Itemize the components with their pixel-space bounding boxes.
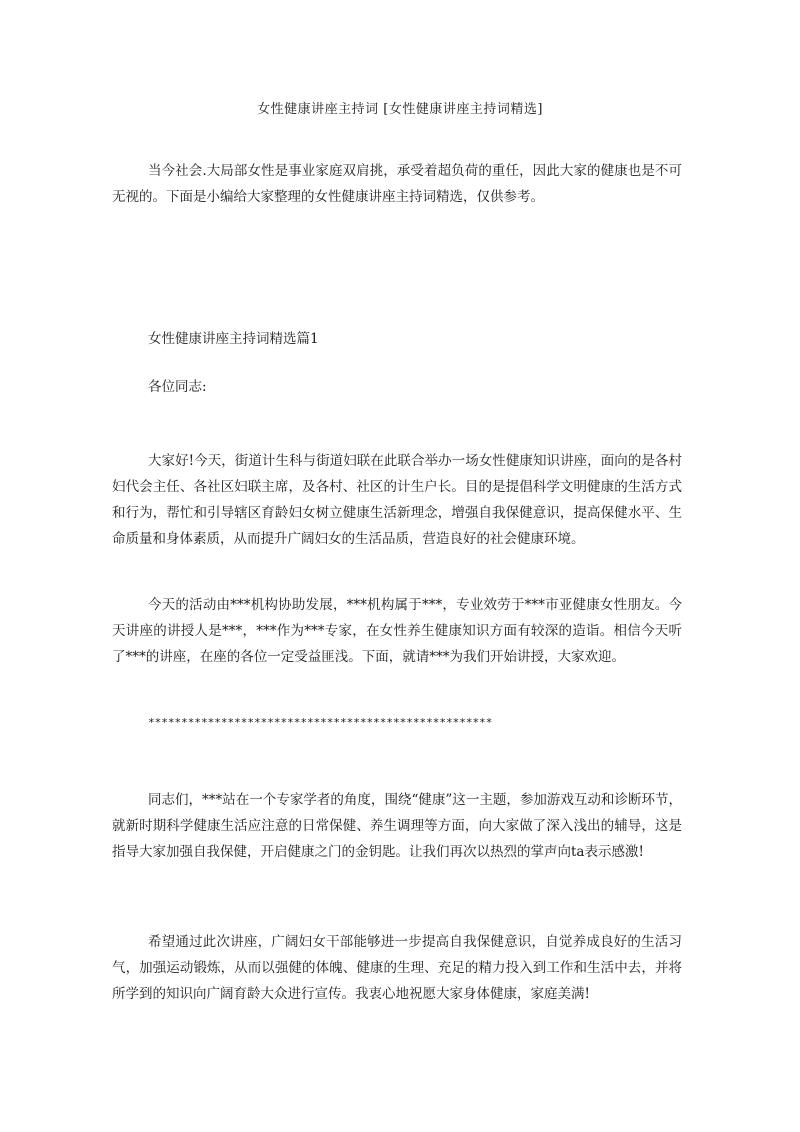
paragraph-2: 今天的活动由***机构协助发展，***机构属于***，专业效劳于***市亚健康女性朋友。今天讲座的讲授人是***，***作为***专家，在女性养生健康知识方面有较深的造诣。相信今天听了***的讲座，在座的各位一定受益匪浅。下面，就请***为我们开始讲授，大家欢迎。 — [112, 597, 682, 665]
paragraph-3: 同志们，***站在一个专家学者的角度，围绕“健康”这一主题，参加游戏互动和诊断环节，就新时期科学健康生活应注意的日常保健、养生调理等方面，向大家做了深入浅出的辅导，这是指导大家加强自我保健，开启健康之门的金钥匙。让我们再次以热烈的掌声向ta表示感激! — [112, 792, 682, 860]
paragraph-4: 希望通过此次讲座，广阔妇女干部能够进一步提高自我保健意识，自觉养成良好的生活习气，加强运动锻炼，从而以强健的体魄、健康的生理、充足的精力投入到工作和生活中去，并将所学到的知识向广阔育龄大众进行宣传。我衷心地祝愿大家身体健康，家庭美满! — [112, 934, 682, 1002]
paragraph-1: 大家好!今天，街道计生科与街道妇联在此联合举办一场女性健康知识讲座，面向的是各村妇代会主任、各社区妇联主席，及各村、社区的计生户长。目的是提倡科学文明健康的生活方式和行为，帮忙和引导辖区育龄妇女树立健康生活新理念，增强自我保健意识，提高保健水平、生命质量和身体素质，从而提升广阔妇女的生活品质，营造良好的社会健康环境。 — [112, 453, 682, 547]
intro-paragraph: 当今社会.大局部女性是事业家庭双肩挑，承受着超负荷的重任，因此大家的健康也是不可无视的。下面是小编给大家整理的女性健康讲座主持词精选，仅供参考。 — [112, 163, 682, 205]
section-heading: 女性健康讲座主持词精选篇1 — [148, 331, 319, 347]
document-title: 女性健康讲座主持词 [女性健康讲座主持词精选] — [257, 102, 543, 117]
greeting: 各位同志: — [148, 379, 207, 395]
separator-line: **************************************************** — [148, 716, 493, 729]
